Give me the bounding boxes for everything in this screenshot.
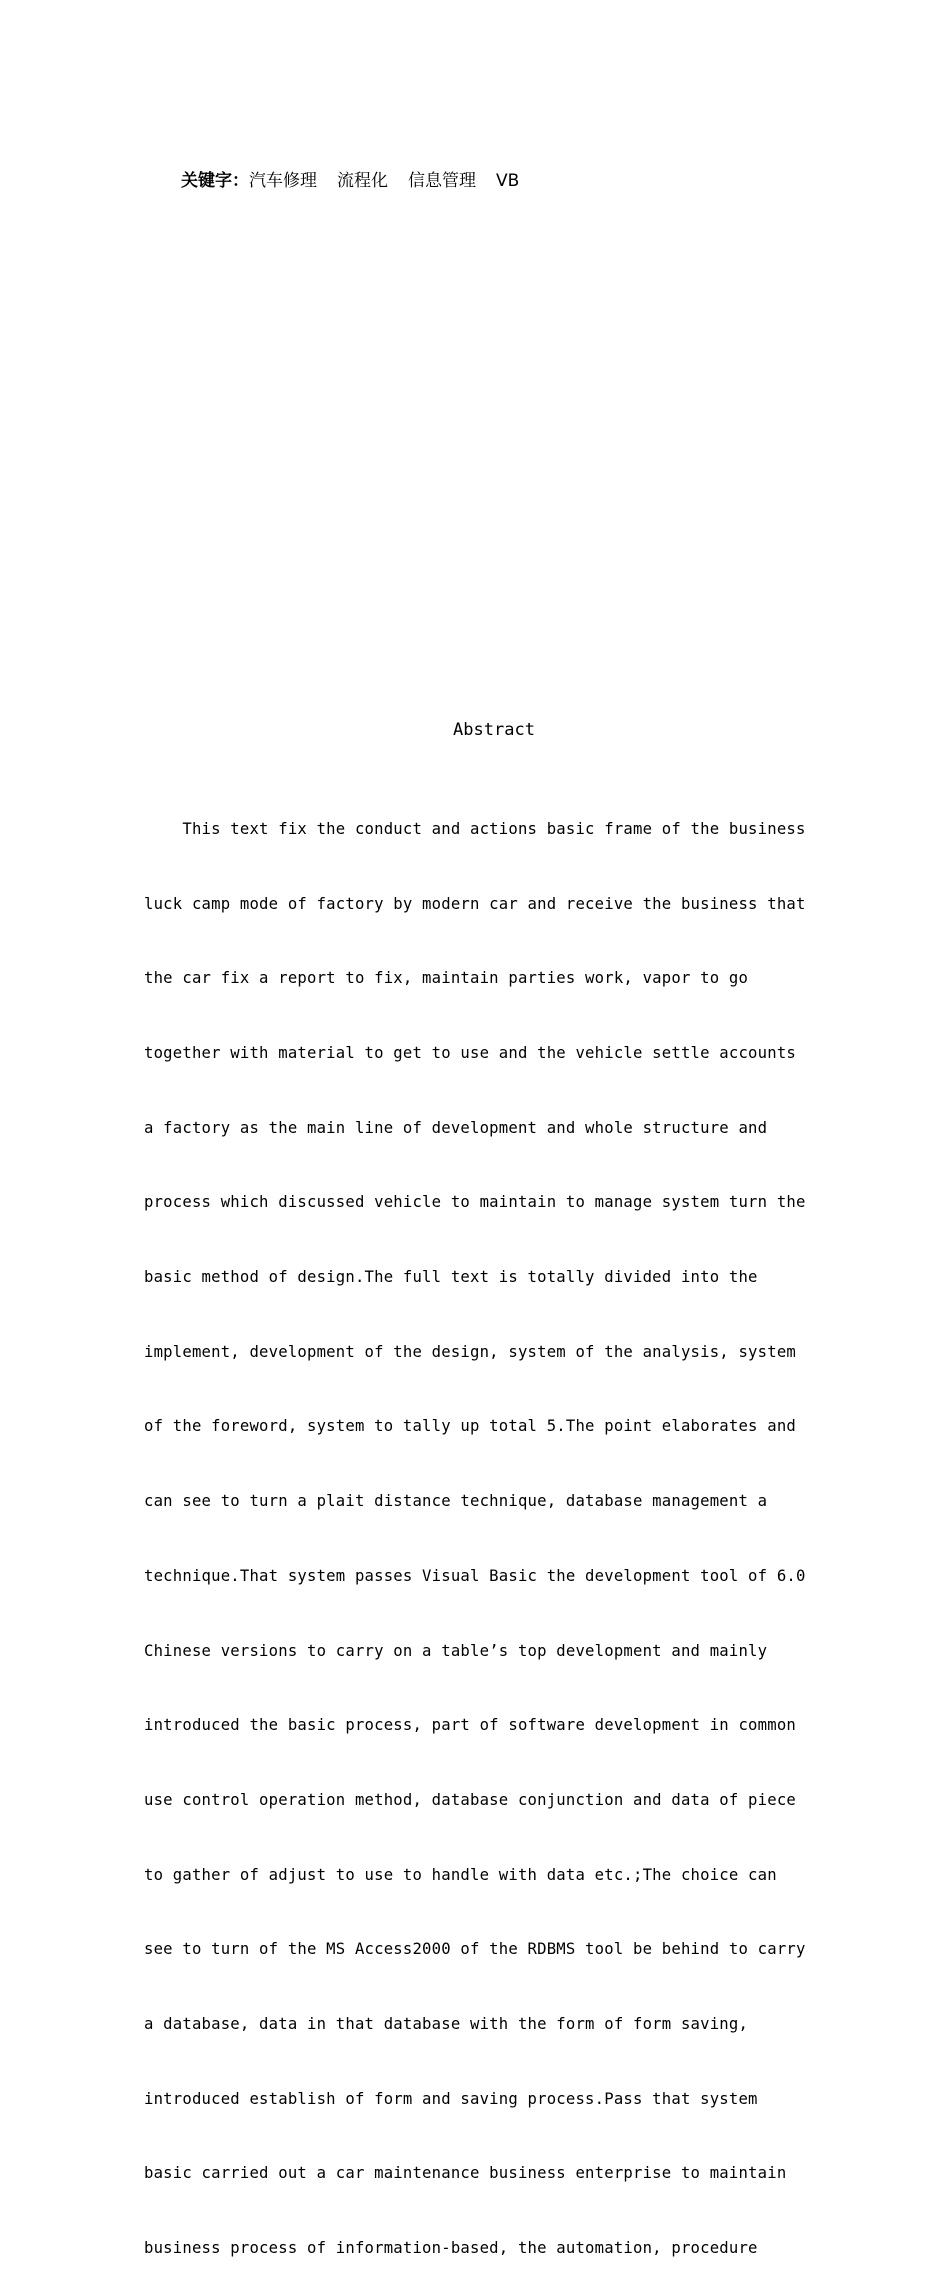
keyword-term: 汽车修理 [249,171,317,191]
abstract-line: a database, data in that database with the form of form saving, [144,2015,749,2034]
abstract-line: technique.That system passes Visual Basic the development tool of 6.0 [144,1566,806,1585]
abstract-heading: Abstract [453,720,535,740]
abstract-line: to gather of adjust to use to handle with data etc.;The choice can [144,1865,777,1884]
abstract-line: This text fix the conduct and actions basic frame of the business [144,819,806,838]
keyword-term: 流程化 [337,171,388,191]
abstract-line: use control operation method, database conjunction and data of piece [144,1790,796,1809]
abstract-line: can see to turn a plait distance technique, database management a [144,1492,768,1511]
abstract-line: of the foreword, system to tally up total 5.The point elaborates and [144,1417,796,1436]
abstract-line: see to turn of the MS Access2000 of the RDBMS tool be behind to carry [144,1940,806,1959]
abstract-line: luck camp mode of factory by modern car and receive the business that [144,894,806,913]
abstract-line: basic method of design.The full text is totally divided into the [144,1268,758,1287]
abstract-line: a factory as the main line of development and whole structure and [144,1118,768,1137]
abstract-line: the car fix a report to fix, maintain parties work, vapor to go [144,969,749,988]
abstract-line: introduced the basic process, part of software development in common [144,1716,796,1735]
keywords-line [181,168,519,194]
abstract-body [144,767,806,2286]
abstract-line: implement, development of the design, system of the analysis, system [144,1342,796,1361]
abstract-line: business process of information-based, the automation, procedure [144,2239,758,2258]
abstract-line: Chinese versions to carry on a table’s top development and mainly [144,1641,768,1660]
abstract-line: introduced establish of form and saving process.Pass that system [144,2089,758,2108]
keywords-label: 关键字： [181,171,249,191]
abstract-line: process which discussed vehicle to maintain to manage system turn the [144,1193,806,1212]
keyword-term: VB [496,171,520,191]
abstract-line: basic carried out a car maintenance business enterprise to maintain [144,2164,787,2183]
keyword-term: 信息管理 [408,171,476,191]
abstract-line: together with material to get to use and the vehicle settle accounts [144,1043,796,1062]
